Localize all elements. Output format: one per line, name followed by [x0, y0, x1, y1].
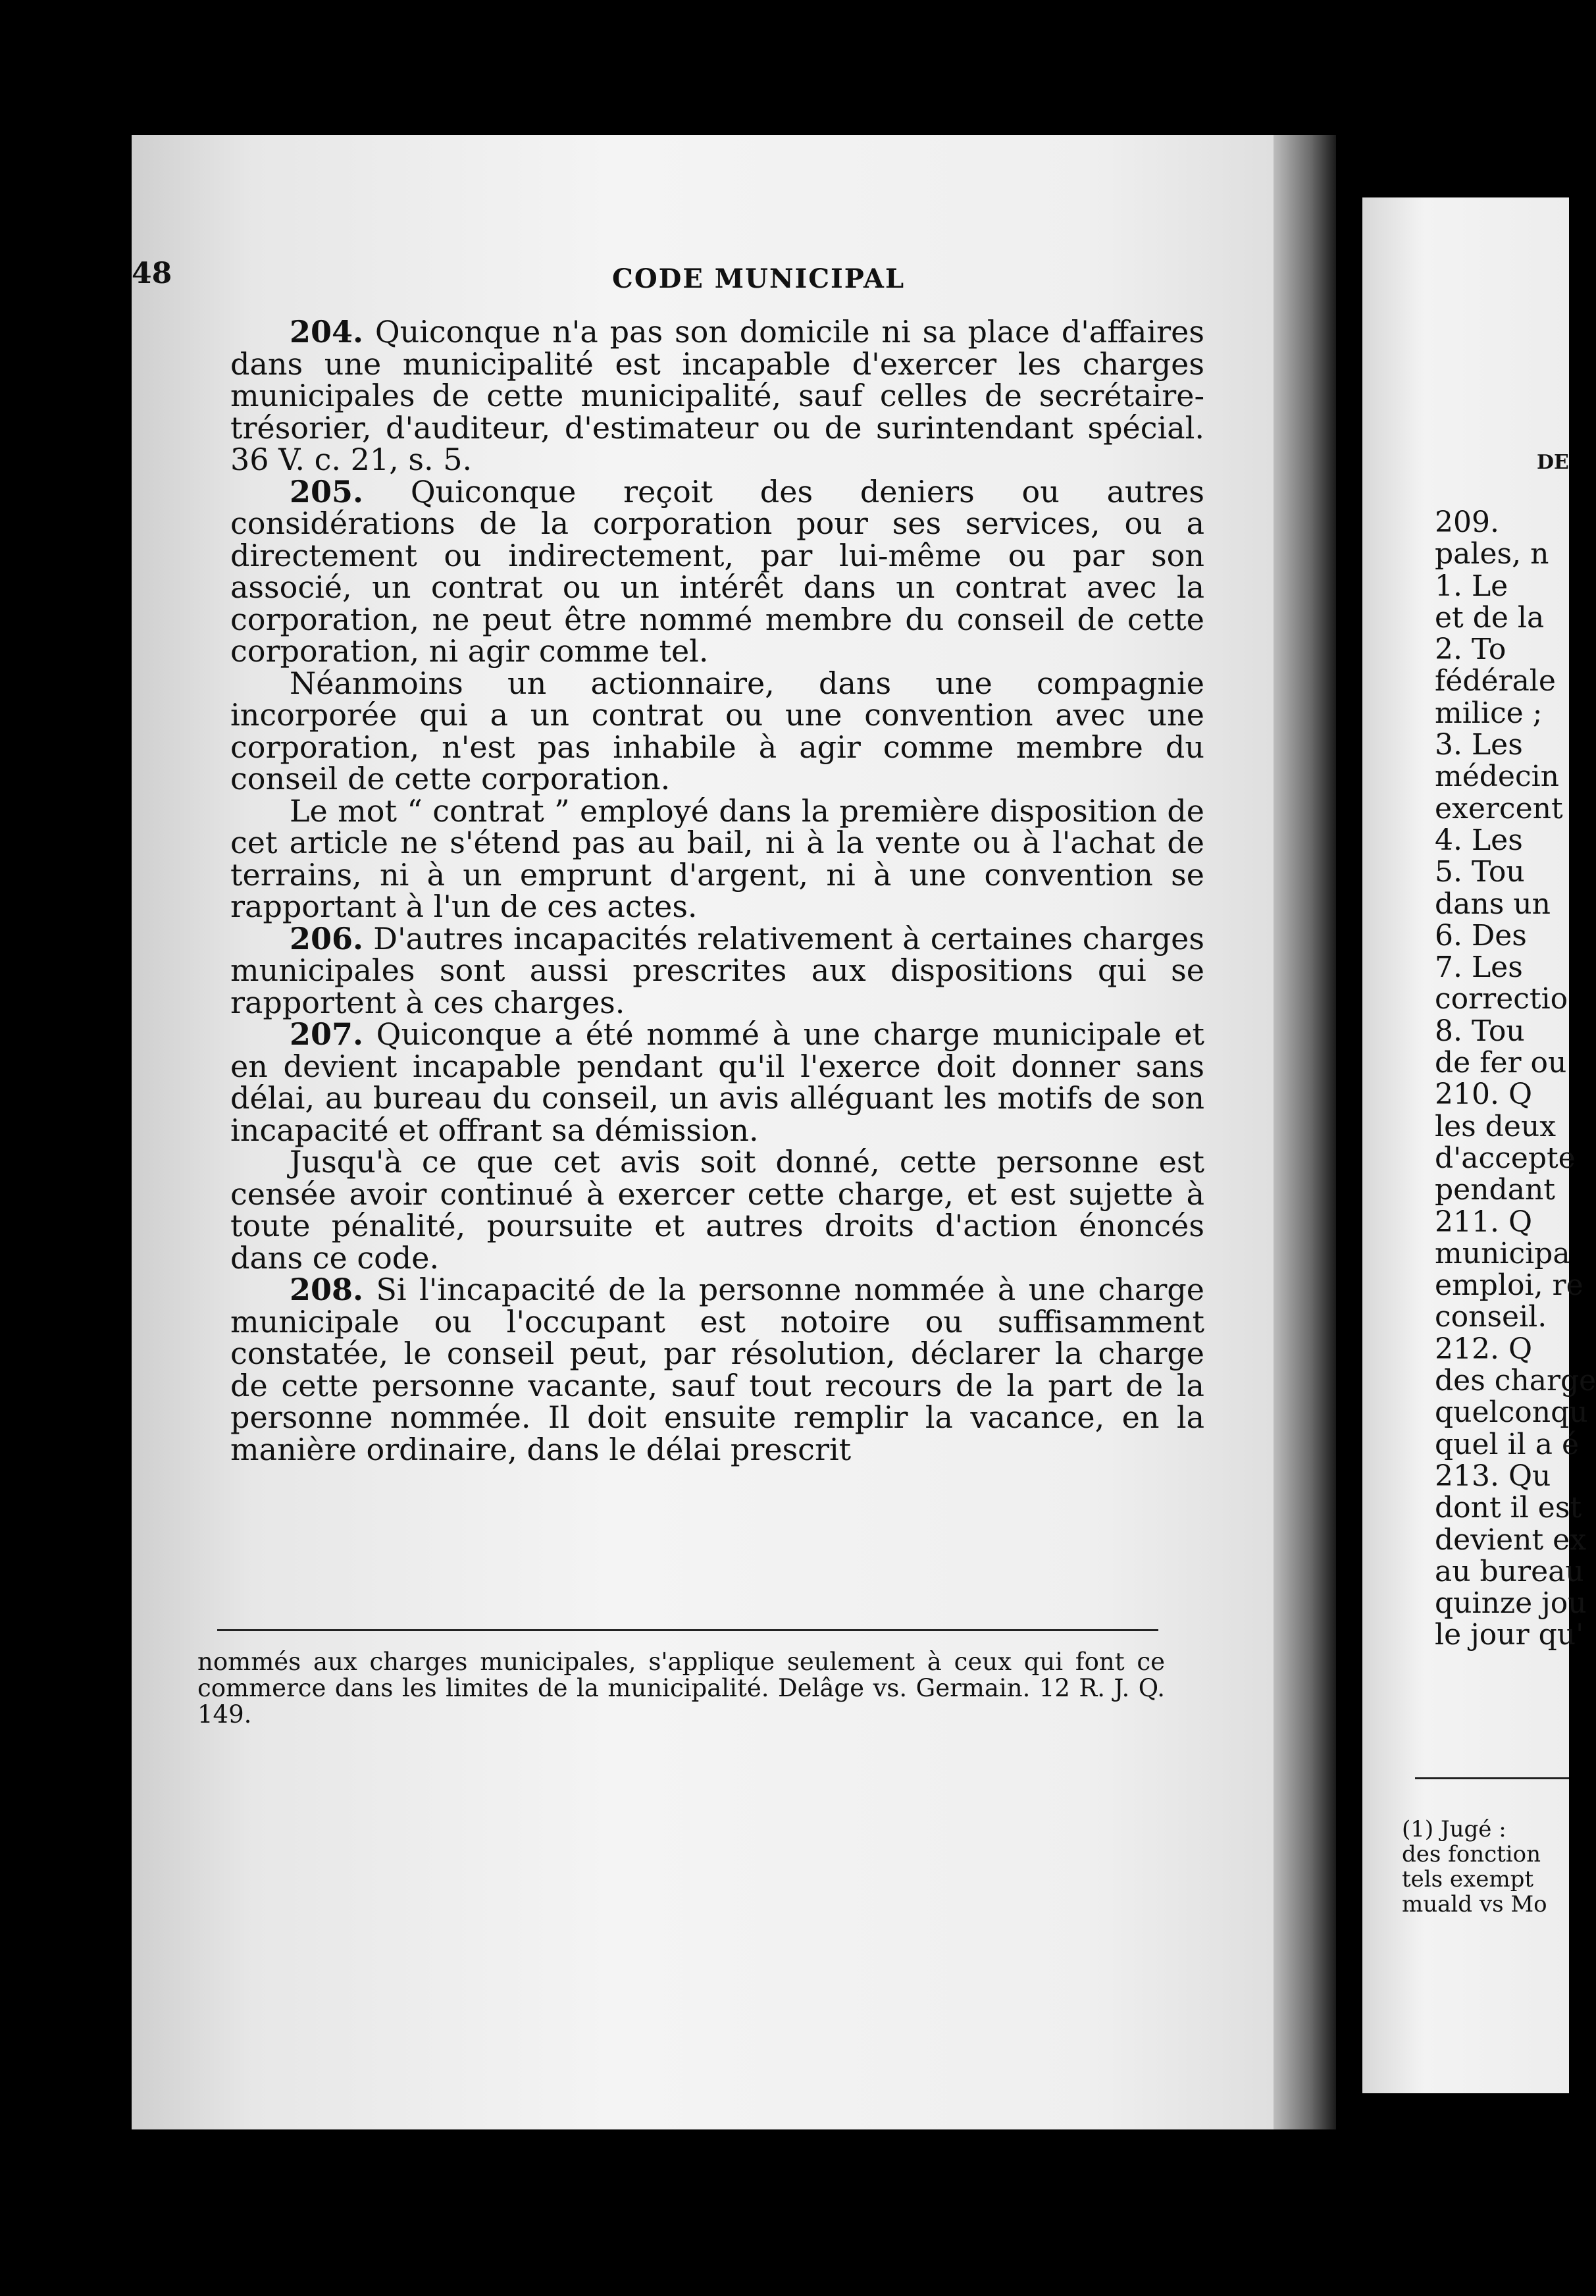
right-footnote — [1402, 1817, 1569, 1917]
paragraph — [230, 795, 1204, 923]
page-header — [132, 250, 1185, 303]
article-number: 206. — [290, 920, 364, 956]
paragraph — [230, 1018, 1204, 1146]
right-page-line: emploi, re — [1435, 1268, 1583, 1303]
right-page-line: 212. Q — [1435, 1332, 1533, 1366]
paragraph — [230, 667, 1204, 795]
right-page-line: des charge — [1435, 1364, 1596, 1398]
right-page-line: 213. Qu — [1435, 1459, 1551, 1493]
right-page-line: d'accepte — [1435, 1141, 1576, 1175]
footnote: nommés aux charges municipales, s'applique seulement à ceux qui font ce commerce dans les limites de la municipalité. Delâge vs. Germain. 12 R. J. Q. 149. — [197, 1648, 1165, 1729]
right-page-line: pales, n — [1435, 537, 1549, 571]
right-page-line: de fer ou — [1435, 1046, 1567, 1080]
right-page-line: 6. Des — [1435, 918, 1527, 952]
article-number: 208. — [290, 1272, 364, 1307]
right-page-line: 210. Q — [1435, 1078, 1533, 1112]
right-footnote-line: (1) Jugé : — [1402, 1816, 1506, 1842]
right-page-line: au bureau — [1435, 1554, 1584, 1588]
article-number: 204. — [290, 314, 364, 350]
right-page-line: dans un — [1435, 887, 1551, 921]
right-page-line: médecin — [1435, 760, 1560, 794]
right-page-line: 3. Les — [1435, 728, 1523, 762]
article-number: 207. — [290, 1016, 364, 1052]
paragraph — [230, 1146, 1204, 1274]
right-page-text — [1435, 506, 1596, 1652]
right-footnote-line: des fonction — [1402, 1841, 1541, 1867]
page-number: 48 — [132, 257, 172, 290]
article-number: 205. — [290, 473, 364, 509]
right-page-line: 5. Tou — [1435, 855, 1525, 889]
right-footnote-line: muald vs Mo — [1402, 1891, 1547, 1918]
right-page-line: pendant — [1435, 1173, 1555, 1207]
paragraph-text: Si l'incapacité de la personne nommée à une charge municipale ou l'occupant est notoire ou suffisamment constatée, le conseil peut, par résolution, déclarer la charge de cette personne vacante, sauf tout recours de la part de la personne nommée. Il doit ensuite remplir la vacance, en la manière ordinaire, dans le délai prescrit — [230, 1272, 1204, 1467]
right-page-line: conseil. — [1435, 1300, 1547, 1334]
right-page-line: fédérale — [1435, 664, 1556, 698]
paragraph — [230, 473, 1204, 669]
right-footnote-line: tels exempt — [1402, 1866, 1533, 1892]
footnote-rule — [217, 1629, 1158, 1631]
right-page-line: 209. — [1435, 506, 1499, 539]
paragraph — [230, 920, 1204, 1020]
paragraph — [230, 316, 1204, 476]
right-page-line: 1. Le — [1435, 569, 1508, 603]
right-page-line: dont il est — [1435, 1491, 1582, 1525]
right-page-line: 4. Les — [1435, 823, 1523, 857]
right-page-line: devient ex — [1435, 1523, 1587, 1557]
paragraph-text: Le mot “ contrat ” employé dans la première disposition de cet article ne s'étend pas au bail, ni à la vente ou à l'achat de terrains, ni à un emprunt d'argent, ni à une convention se rapportant à l'un de ces actes. — [230, 793, 1204, 924]
paragraph-text: Néanmoins un actionnaire, dans une compagnie incorporée qui a un contrat ou une convention avec une corporation, n'est pas inhabile à agir comme membre du conseil de cette corporation. — [230, 665, 1204, 796]
right-page-line: 2. To — [1435, 633, 1506, 667]
right-page-line: municipa — [1435, 1236, 1570, 1270]
right-page-line: 8. Tou — [1435, 1014, 1525, 1048]
paragraph-text: Quiconque reçoit des deniers ou autres considérations de la corporation pour ses services, ou a directement ou indirectement, par lui-même ou par son associé, un contrat ou un intérêt dans un contrat avec la corporation, ne peut être nommé membre du conseil de cette corporation, ni agir comme tel. — [230, 473, 1204, 669]
right-page-line: 211. Q — [1435, 1205, 1533, 1239]
body-text — [230, 316, 1204, 1465]
right-page-line: quelconqu — [1435, 1396, 1588, 1430]
right-page-line: exercent — [1435, 791, 1563, 825]
right-page-line: les deux — [1435, 1109, 1557, 1143]
right-page-line: le jour qu' — [1435, 1618, 1584, 1652]
paragraph-text: D'autres incapacités relativement à certaines charges municipales sont aussi prescrites aux dispositions qui se rapportent à ces charges. — [230, 920, 1204, 1020]
paragraph-text: Jusqu'à ce que cet avis soit donné, cette personne est censée avoir continué à exercer cette charge, et est sujette à toute pénalité, poursuite et autres droits d'action énoncés dans ce code. — [230, 1144, 1204, 1276]
right-page-line: milice ; — [1435, 696, 1543, 730]
paragraph — [230, 1274, 1204, 1465]
paragraph-text: Quiconque n'a pas son domicile ni sa place d'affaires dans une municipalité est incapable d'exercer les charges municipales de cette municipalité, sauf celles de secrétaire-trésorier, d'auditeur, d'estimateur ou de surintendant spécial. 36 V. c. 21, s. 5. — [230, 314, 1204, 477]
running-head: CODE MUNICIPAL — [612, 263, 906, 294]
right-page-line: 7. Les — [1435, 951, 1523, 985]
right-page-line: correctio — [1435, 982, 1568, 1016]
right-running-head: DE — [1537, 451, 1569, 474]
right-footnote-rule — [1415, 1777, 1569, 1779]
right-page-line: quel il a é — [1435, 1427, 1579, 1461]
right-page-line: quinze jou — [1435, 1586, 1587, 1621]
book-gutter — [1274, 135, 1336, 2129]
right-page-line: et de la — [1435, 600, 1545, 635]
paragraph-text: Quiconque a été nommé à une charge municipale et en devient incapable pendant qu'il l'exerce doit donner sans délai, au bureau du conseil, un avis alléguant les motifs de son incapacité et offrant sa démission. — [230, 1016, 1204, 1148]
